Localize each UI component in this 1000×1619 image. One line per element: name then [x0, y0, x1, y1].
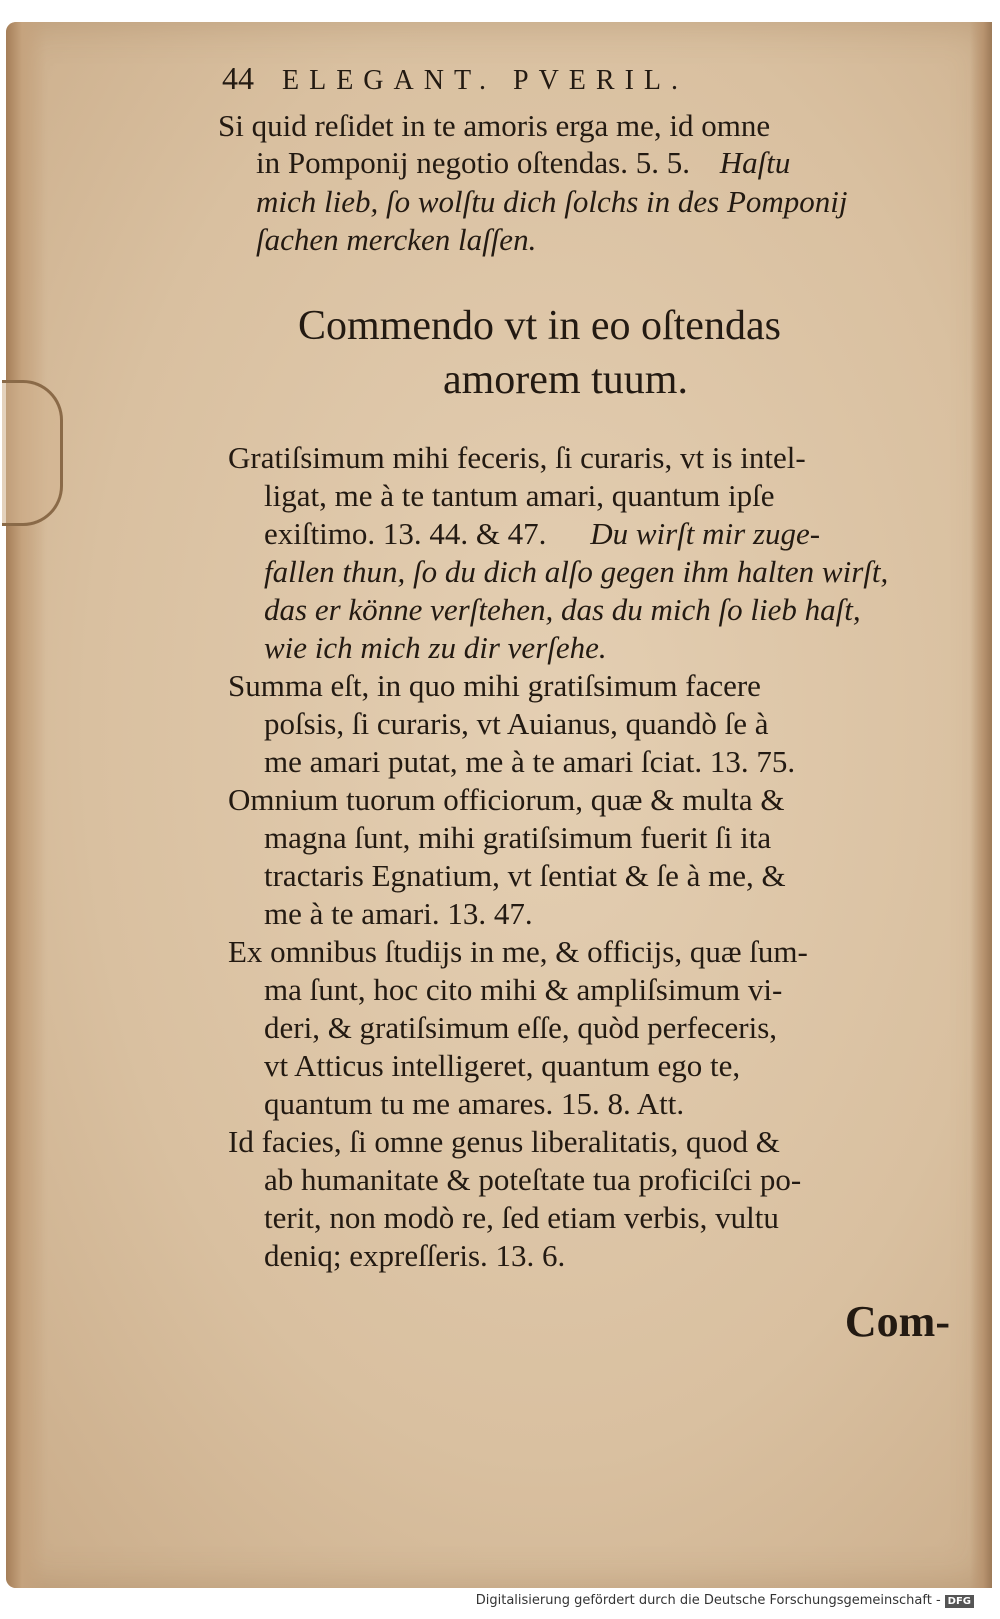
page-gutter-shadow	[6, 22, 46, 1588]
text-line: ab humanitate & poteſtate tua proficiſci po-	[264, 1162, 802, 1197]
german-gloss-line: ſachen mercken laſſen.	[256, 222, 537, 257]
text-line: vt Atticus intelligeret, quantum ego te,	[264, 1048, 741, 1083]
page-edge-shadow	[970, 22, 992, 1588]
text-line: Ex omnibus ſtudijs in me, & officijs, quæ ſum-	[228, 934, 808, 969]
german-gloss: Du wirſt mir zuge-	[590, 516, 821, 551]
text-line	[256, 145, 790, 181]
page-number: 44	[222, 60, 254, 96]
german-gloss-line: fallen thun, ſo du dich alſo gegen ihm halten wirſt,	[264, 554, 889, 589]
text-line: tractaris Egnatium, vt ſentiat & ſe à me, &	[264, 858, 786, 893]
text-line: quantum tu me amares. 15. 8. Att.	[264, 1086, 685, 1121]
latin-text: in Pomponij negotio oſtendas. 5. 5.	[256, 145, 690, 180]
text-line: Gratiſsimum mihi feceris, ſi curaris, vt is intel-	[228, 440, 806, 475]
german-gloss-line: mich lieb, ſo wolſtu dich ſolchs in des Pomponij	[256, 184, 848, 219]
text-line: deri, & gratiſsimum eſſe, quòd perfeceris,	[264, 1010, 778, 1045]
text-line: Summa eſt, in quo mihi gratiſsimum facere	[228, 668, 761, 703]
text-line: Omnium tuorum officiorum, quæ & multa &	[228, 782, 785, 817]
catchword: Com-	[844, 1297, 950, 1346]
text-line: Id facies, ſi omne genus liberalitatis, quod &	[228, 1124, 780, 1159]
text-line: me à te amari. 13. 47.	[264, 896, 533, 931]
section-heading-line: amorem tuum.	[443, 357, 688, 403]
german-gloss-line: wie ich mich zu dir verſehe.	[264, 630, 607, 665]
german-gloss-line: das er könne verſtehen, das du mich ſo lieb haſt,	[264, 592, 861, 627]
latin-text: exiſtimo. 13. 44. & 47.	[264, 516, 547, 551]
text-line: terit, non modò re, ſed etiam verbis, vultu	[264, 1200, 779, 1235]
german-gloss: Haſtu	[719, 145, 791, 180]
footer-text: Digitalisierung gefördert durch die Deutsche Forschungsgemeinschaft -	[475, 1593, 941, 1608]
running-header	[222, 60, 688, 97]
text-line: ma ſunt, hoc cito mihi & ampliſsimum vi-	[264, 972, 783, 1007]
text-line: Si quid reſidet in te amoris erga me, id omne	[218, 108, 771, 143]
digitization-footer	[0, 1593, 1000, 1615]
dfg-logo: DFG	[945, 1595, 974, 1608]
text-line: magna ſunt, mihi gratiſsimum fuerit ſi ita	[264, 820, 772, 855]
page-tab-mark	[2, 380, 63, 526]
section-heading-line: Commendo vt in eo oſtendas	[298, 303, 781, 349]
text-line: poſsis, ſi curaris, vt Auianus, quandò ſe à	[264, 706, 769, 741]
text-line: ligat, me à te tantum amari, quantum ipſe	[264, 478, 775, 513]
running-title: ELEGANT. PVERIL.	[282, 65, 688, 96]
text-line: deniq; expreſſeris. 13. 6.	[264, 1238, 566, 1273]
text-line	[264, 516, 820, 552]
text-line: me amari putat, me à te amari ſciat. 13. 75.	[264, 744, 796, 779]
